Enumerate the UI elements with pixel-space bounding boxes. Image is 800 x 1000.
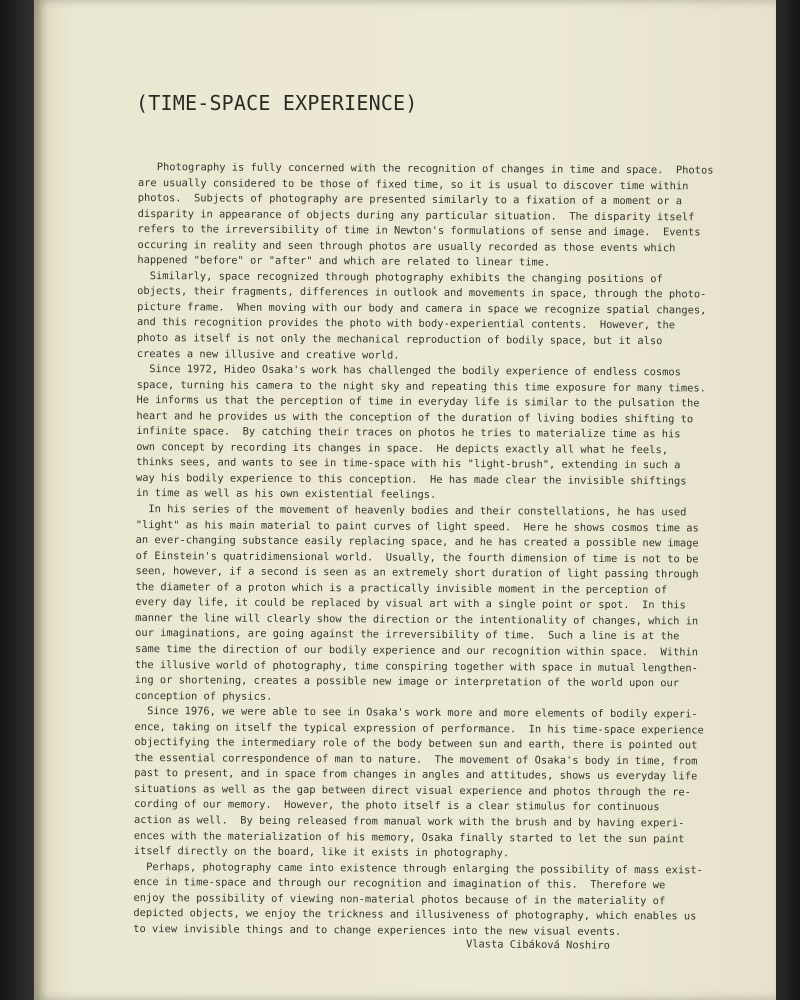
text-line: ence, taking on itself the typical expression of performance. In his time-space experience [134, 720, 704, 737]
text-line: objects, their fragments, differences in outlook and movements in space, through the photo- [137, 285, 707, 301]
text-line: every day life, it could be replaced by visual art with a single point or spot. In this [135, 596, 686, 612]
text-line: disparity in appearance of objects during any particular situation. The disparity itself [137, 207, 695, 224]
essay-body [133, 160, 718, 956]
text-line: conception of physics. [134, 689, 273, 703]
text-line: the diameter of a proton which is a practically invisible moment in the perception of [135, 580, 668, 597]
text-line: photos. Subjects of photography are presented similarly to a fixation of a moment or a [137, 192, 683, 208]
text-line: space, turning his camera to the night sky and repeating this time exposure for many times. [136, 378, 706, 395]
text-line: the essential correspondence of man to nature. The movement of Osaka's body in time, from [134, 751, 698, 768]
text-line: Perhaps, photography came into existence through enlarging the possibility of mass exist- [133, 860, 703, 877]
text-line: Photography is fully concerned with the recognition of changes in time and space. Photos [137, 160, 714, 177]
text-line: ences with the materialization of his memory, Osaka finally started to let the sun paint [133, 829, 685, 845]
text-line: objectifying the intermediary role of the body between sun and earth, there is pointed out [134, 736, 698, 752]
text-line: the illusive world of photography, time conspiring together with space in mutual lengthen- [134, 658, 698, 674]
text-line: happened "before" or "after" and which are related to linear time. [137, 254, 551, 269]
text-line: are usually considered to be those of fixed time, so it is usual to discover time within [137, 176, 689, 192]
text-line: own concept by recording its changes in space. He depicts exactly all what he feels, [136, 440, 669, 457]
text-line: way his bodily experience to this conception. He has made clear the invisible shiftings [136, 471, 687, 488]
text-line: picture frame. When moving with our body and camera in space we recognize spatial changes, [137, 300, 707, 317]
text-line: refers to the irreversibility of time in Newton's formulations of sense and image. Events [137, 223, 701, 239]
text-line: enjoy the possibility of viewing non-material photos because of in the materiality of [133, 891, 666, 907]
text-line: itself directly on the board, like it exists in photography. [133, 845, 510, 860]
text-line: He informs us that the perception of time in everyday life is similar to the pulsation the [136, 394, 700, 410]
text-line: manner the line will clearly show the direction or the intentionality of changes, which in [135, 611, 699, 628]
text-line: same time the direction of our bodily experience and our recognition within space. Within [134, 642, 699, 659]
book-background-right [776, 0, 800, 1000]
text-line: an ever-changing substance easily replacing space, and he has created a possible new image [135, 534, 699, 550]
text-line: our imaginations, are going against the irreversibility of time. Such a line is at the [135, 627, 680, 643]
text-line: and this recognition provides the photo with body-experiential contents. However, the [136, 316, 676, 332]
author-signature: Vlasta Cibáková Noshiro [465, 938, 610, 952]
text-line: situations as well as the gap between direct visual experience and photos through the re- [134, 782, 691, 799]
text-line: infinite space. By catching their traces on photos he tries to materialize time as his [136, 425, 681, 441]
text-line: action as well. By being released from manual work with the brush and by having experi- [133, 813, 685, 830]
text-line: depicted objects, we enjoy the trickness and illusiveness of photography, which enables us [133, 907, 697, 923]
text-line: to view invisible things and to change experiences into the new visual events. [133, 922, 622, 938]
text-line: thinks sees, and wants to see in time-space with his "light-brush", extending in such a [136, 456, 681, 472]
text-line: cording of our memory. However, the photo itself is a clear stimulus for continuous [134, 798, 660, 814]
text-line: "light" as his main material to paint curves of light speed. Here he shows cosmos time as [135, 518, 699, 535]
text-line: creates a new illusive and creative world. [136, 347, 400, 362]
text-line: In his series of the movement of heavenly bodies and their constellations, he has used [135, 503, 687, 519]
text-line: Similarly, space recognized through photography exhibits the changing positions of [137, 269, 663, 286]
page-title: (TIME-SPACE EXPERIENCE) [136, 91, 418, 115]
text-line: Since 1972, Hideo Osaka's work has challenged the bodily experience of endless cosmos [136, 363, 681, 379]
text-line: seen, however, if a second is seen as an extremely short duration of light passing through [135, 565, 699, 581]
text-line: past to present, and in space from changes in angles and attitudes, shows us everyday life [134, 767, 698, 783]
text-line: in time as well as his own existential feelings. [135, 487, 437, 502]
text-line: photo as itself is not only the mechanical reproduction of bodily space, but it also [136, 332, 663, 348]
text-line: Since 1976, we were able to see in Osaka's work more and more elements of bodily experi- [134, 705, 698, 721]
text-line: ing or shortening, creates a possible new image or interpretation of the world upon our [134, 674, 680, 690]
text-line: occuring in reality and seen through photos are usually recorded as those events which [137, 238, 676, 255]
text-line: ence in time-space and through our recognition and imagination of this. Therefore we [133, 876, 666, 892]
text-line: of Einstein's quatridimensional world. Usually, the fourth dimension of time is not to be [135, 549, 699, 566]
text-line: heart and he provides us with the conception of the duration of living bodies shifting to [136, 409, 694, 426]
